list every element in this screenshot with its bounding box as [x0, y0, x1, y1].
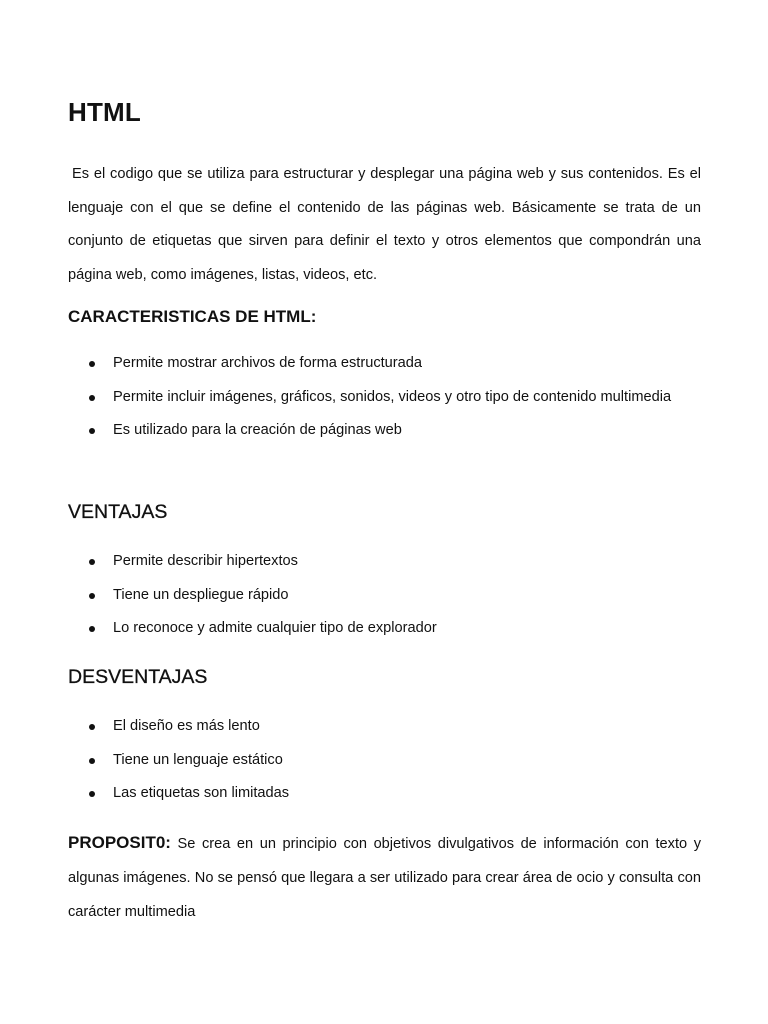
list-item-text: Las etiquetas son limitadas [113, 785, 290, 801]
bullet-icon [89, 559, 95, 565]
proposito-label: PROPOSIT0: [68, 833, 171, 852]
proposito-paragraph [68, 826, 701, 929]
ventajas-heading: VENTAJAS [68, 501, 168, 523]
list-item [68, 710, 701, 744]
list-item [68, 381, 701, 415]
list-item-text: Permite describir hipertextos [113, 553, 298, 569]
page-title: HTML [68, 97, 141, 127]
list-item-text: Lo reconoce y admite cualquier tipo de explorador [113, 620, 437, 636]
list-item-text: Es utilizado para la creación de páginas web [113, 422, 402, 438]
bullet-icon [89, 395, 95, 401]
list-item-text: Tiene un despliegue rápido [113, 586, 289, 603]
list-item [68, 545, 701, 579]
list-item [68, 612, 701, 646]
list-item [68, 777, 701, 811]
list-item [68, 347, 701, 381]
list-item-text: Tiene un lenguaje estático [113, 751, 283, 768]
proposito-text: Se crea en un principio con objetivos divulgativos de información con texto y algunas imágenes. No se pensó que llegara a ser utilizado para crear área de ocio y consulta con carácter multimedia [68, 836, 701, 920]
list-item [68, 579, 701, 613]
desventajas-heading: DESVENTAJAS [68, 666, 208, 688]
ventajas-list [68, 545, 701, 646]
bullet-icon [89, 724, 95, 730]
caracteristicas-heading: CARACTERISTICAS DE HTML: [68, 307, 317, 326]
bullet-icon [89, 593, 95, 599]
bullet-icon [89, 428, 95, 434]
list-item [68, 744, 701, 778]
bullet-icon [89, 791, 95, 797]
bullet-icon [89, 758, 95, 764]
caracteristicas-list [68, 347, 701, 448]
list-item [68, 414, 701, 448]
desventajas-list [68, 710, 701, 811]
intro-paragraph: Es el codigo que se utiliza para estructurar y desplegar una página web y sus contenidos. Es el lenguaje con el que se define el contenido de las páginas web. Básicamente se trata de un conjunto de etiquetas que sirven para definir el texto y otros elementos que compondrán una página web, como imágenes, listas, videos, etc. [68, 166, 701, 283]
bullet-icon [89, 361, 95, 367]
list-item-text: Permite mostrar archivos de forma estructurada [113, 355, 423, 371]
bullet-icon [89, 626, 95, 632]
list-item-text: Permite incluir imágenes, gráficos, sonidos, videos y otro tipo de contenido multimedia [113, 388, 672, 405]
list-item-text: El diseño es más lento [113, 718, 260, 734]
